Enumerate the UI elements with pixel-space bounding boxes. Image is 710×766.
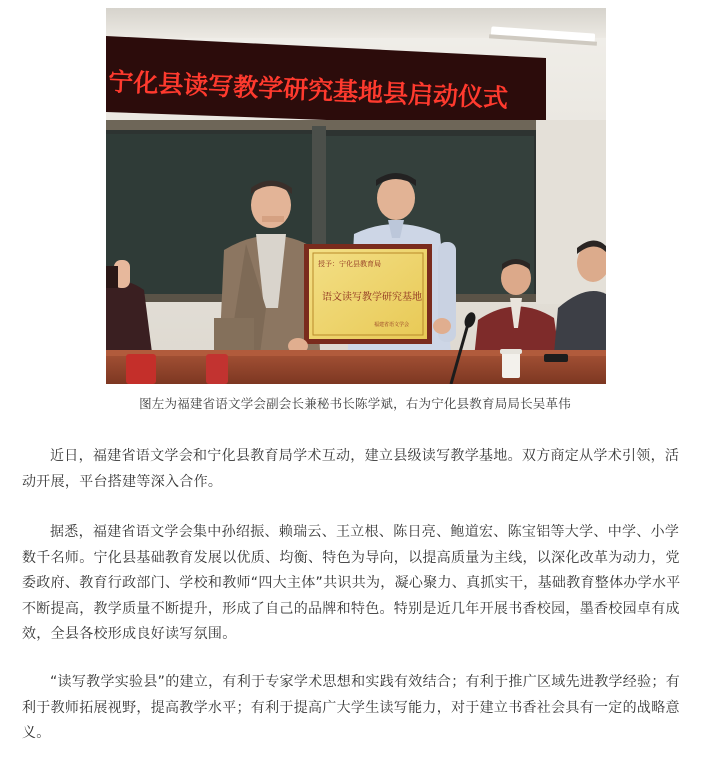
article-paragraph-1: 近日，福建省语文学会和宁化县教育局学术互动，建立县级读写教学基地。双方商定从学术引领，活动开展，平台搭建等深入合作。 [22, 448, 680, 490]
plaque-footer: 福建省语文学会 [374, 322, 410, 328]
plaque-header: 授予：宁化县教育局 [318, 260, 381, 268]
plaque-title: 语文读写教学研究基地 [322, 292, 422, 303]
ceremony-photo [106, 8, 606, 384]
article-paragraph-2: 据悉，福建省语文学会集中孙绍振、赖瑞云、王立根、陈日亮、鲍道宏、陈宝铝等大学、中学、小学数千名师。宁化县基础教育发展以优质、均衡、特色为导向，以提高质量为主线，以深化改革为动力，党委政府、教育行政部门、学校和教师“四大主体”共识共为，凝心聚力、真抓实干，基础教育整体办学水平不断提高，教学质量不断提升，形成了自己的品牌和特色。特别是近几年开展书香校园，墨香校园卓有成效，全县各校形成良好读写氛围。 [22, 524, 681, 642]
banner-text: 宁化县读写教学研究基地县启动仪式 [107, 67, 509, 113]
article-paragraph-3: “读写教学实验县”的建立，有利于专家学术思想和实践有效结合；有利于推广区域先进教学经验；有利于教师拓展视野，提高教学水平；有利于提高广大学生读写能力，对于建立书香社会具有一定的战略意义。 [22, 674, 681, 741]
photo-caption: 图左为福建省语文学会副会长兼秘书长陈学斌，右为宁化县教育局局长吴革伟 [139, 396, 571, 411]
